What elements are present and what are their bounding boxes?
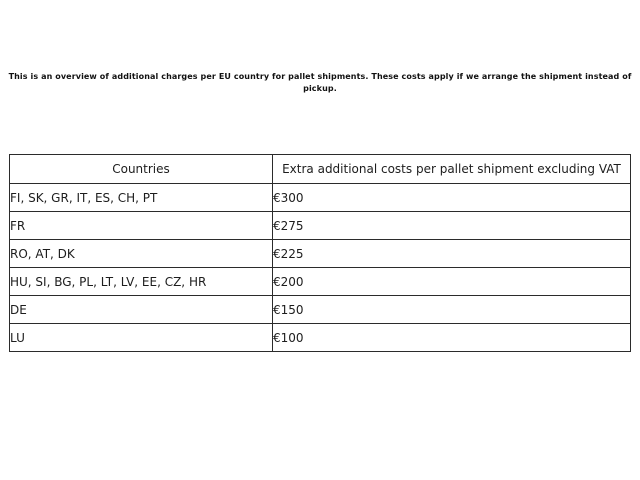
countries-cell: RO, AT, DK: [10, 240, 273, 268]
table-row: [10, 240, 631, 268]
column-header-countries: Countries: [10, 155, 273, 184]
countries-cell: DE: [10, 296, 273, 324]
cost-cell: €225: [273, 240, 631, 268]
table-row: [10, 184, 631, 212]
table-row: [10, 296, 631, 324]
column-header-costs: Extra additional costs per pallet shipment excluding VAT: [273, 155, 631, 184]
countries-cell: LU: [10, 324, 273, 352]
cost-cell: €100: [273, 324, 631, 352]
countries-cell: FR: [10, 212, 273, 240]
countries-cell: FI, SK, GR, IT, ES, CH, PT: [10, 184, 273, 212]
cost-cell: €275: [273, 212, 631, 240]
charges-table: [9, 154, 631, 352]
table-header-row: [10, 155, 631, 184]
countries-cell: HU, SI, BG, PL, LT, LV, EE, CZ, HR: [10, 268, 273, 296]
cost-cell: €150: [273, 296, 631, 324]
table-row: [10, 324, 631, 352]
intro-text: This is an overview of additional charges per EU country for pallet shipments. These costs apply if we arrange the shipment instead of pickup.: [8, 72, 632, 93]
cost-cell: €300: [273, 184, 631, 212]
cost-cell: €200: [273, 268, 631, 296]
table-row: [10, 212, 631, 240]
table-row: [10, 268, 631, 296]
